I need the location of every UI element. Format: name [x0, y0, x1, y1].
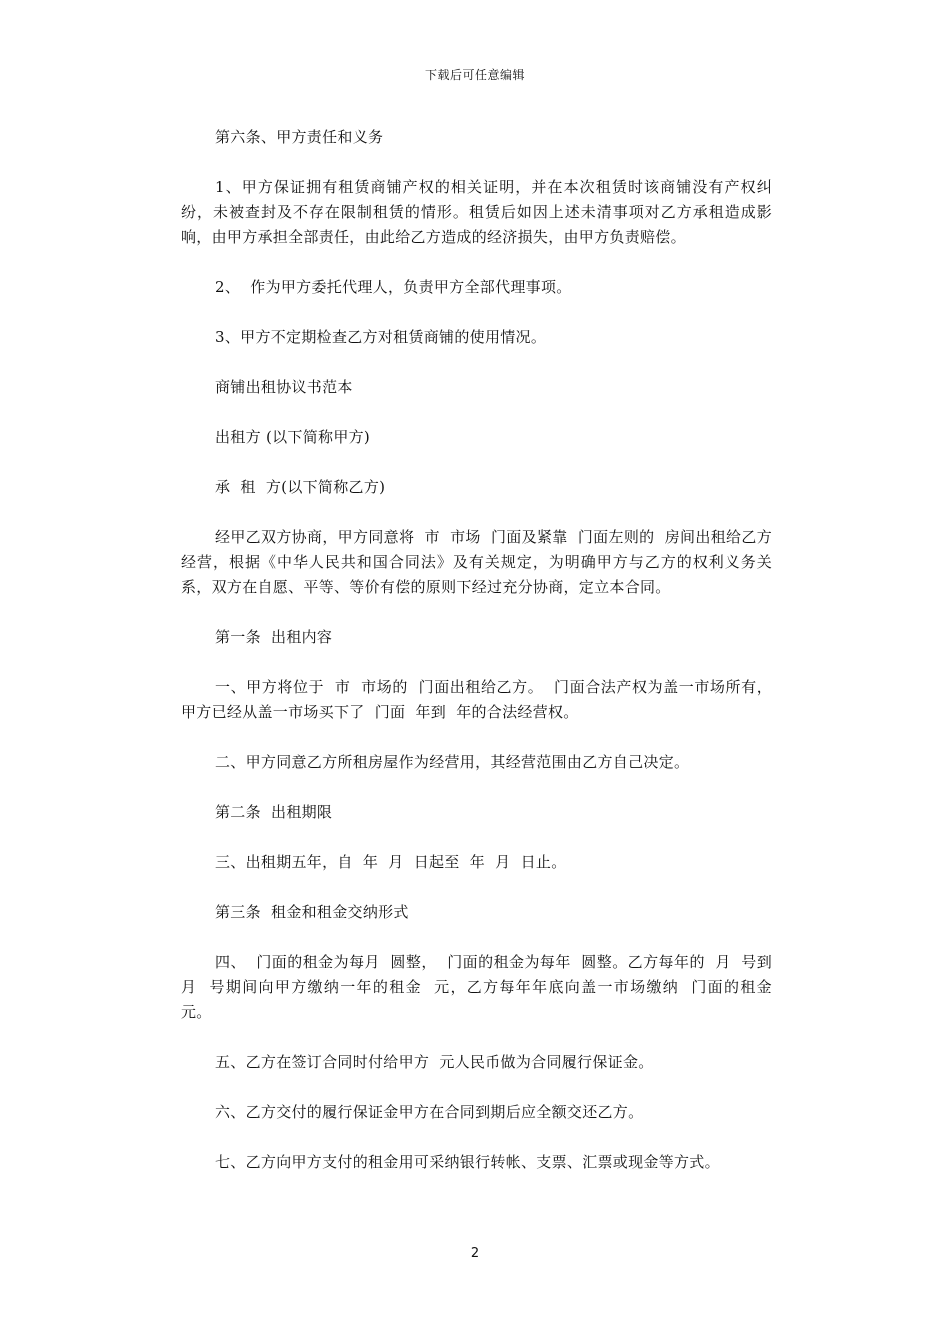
paragraph: 1、甲方保证拥有租赁商铺产权的相关证明，并在本次租赁时该商铺没有产权纠纷，未被查封及不存在限制租赁的情形。租赁后如因上述未清事项对乙方承租造成影响，由甲方承担全部责任，由此给乙方造成的经济损失，由甲方负责赔偿。	[181, 178, 772, 246]
paragraph: 3、甲方不定期检查乙方对租赁商铺的使用情况。	[215, 328, 547, 346]
paragraph: 四、 门面的租金为每月 圆整， 门面的租金为每年 圆整。乙方每年的 月 号到 月 号期间向甲方缴纳一年的租金 元，乙方每年年底向盖一市场缴纳 门面的租金 元。	[181, 953, 783, 1021]
paragraph: 商铺出租协议书范本	[215, 378, 353, 396]
paragraph: 六、乙方交付的履行保证金甲方在合同到期后应全额交还乙方。	[215, 1103, 644, 1121]
paragraph: 出租方 (以下简称甲方)	[215, 428, 371, 446]
paragraph: 三、出租期五年，自 年 月 日起至 年 月 日止。	[215, 853, 567, 871]
paragraph: 第一条 出租内容	[215, 628, 333, 646]
paragraph: 承 租 方(以下简称乙方)	[215, 478, 386, 496]
paragraph: 第三条 租金和租金交纳形式	[215, 903, 409, 921]
paragraph: 经甲乙双方协商，甲方同意将 市 市场 门面及紧靠 门面左则的 房间出租给乙方经营，根据《中华人民共和国合同法》及有关规定，为明确甲方与乙方的权利义务关系，双方在自愿、平等、等价有偿的原则下经过充分协商，定立本合同。	[181, 528, 772, 596]
paragraph: 2、 作为甲方委托代理人，负责甲方全部代理事项。	[215, 278, 572, 296]
paragraph: 第六条、甲方责任和义务	[215, 128, 384, 146]
page-number: 2	[470, 1246, 480, 1261]
paragraph: 二、甲方同意乙方所租房屋作为经营用，其经营范围由乙方自己决定。	[215, 753, 690, 771]
paragraph: 第二条 出租期限	[215, 803, 333, 821]
paragraph: 七、乙方向甲方支付的租金用可采纳银行转帐、支票、汇票或现金等方式。	[215, 1153, 720, 1171]
download-note: 下载后可任意编辑	[424, 68, 525, 82]
paragraph: 一、甲方将位于 市 市场的 门面出租给乙方。 门面合法产权为盖一市场所有，甲方已经从盖一市场买下了 门面 年到 年的合法经营权。	[181, 678, 772, 721]
paragraph: 五、乙方在签订合同时付给甲方 元人民币做为合同履行保证金。	[215, 1053, 654, 1071]
document-body	[181, 125, 783, 1200]
